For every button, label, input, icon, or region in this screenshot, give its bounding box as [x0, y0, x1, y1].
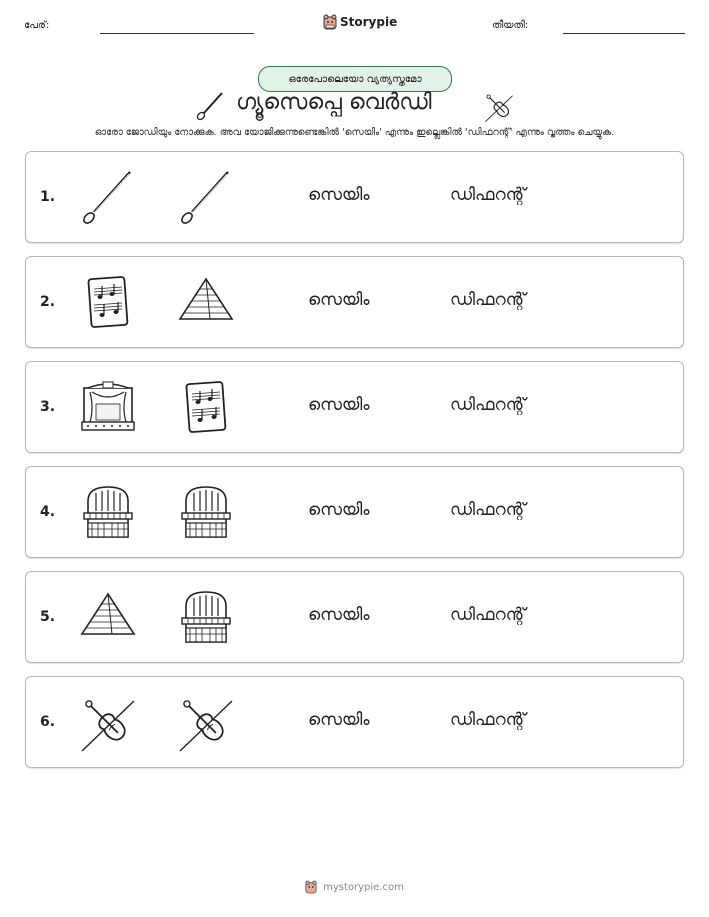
same-option[interactable]: സെയിം: [308, 500, 370, 520]
worksheet-type-badge: ഒരേപോലെയോ വ്യത്യസ്തമോ: [258, 66, 452, 92]
pyramid-icon: [78, 588, 138, 648]
different-option[interactable]: ഡിഫറന്റ്: [450, 710, 526, 730]
storypie-mascot-icon: [323, 14, 337, 30]
pyramid-icon: [176, 273, 236, 333]
pipe-organ-icon: [176, 588, 236, 648]
same-option[interactable]: സെയിം: [308, 290, 370, 310]
question-row-6: [25, 676, 684, 768]
baton-icon: [78, 168, 138, 228]
different-option[interactable]: ഡിഫറന്റ്: [450, 500, 526, 520]
question-number: 6.: [40, 714, 56, 730]
question-number: 5.: [40, 609, 56, 625]
name-blank-line[interactable]: [100, 33, 254, 34]
page-footer: [0, 880, 709, 894]
date-blank-line[interactable]: [563, 33, 685, 34]
same-option[interactable]: സെയിം: [308, 710, 370, 730]
sheet-music-icon: [176, 378, 236, 438]
question-number: 4.: [40, 504, 56, 520]
question-row-3: [25, 361, 684, 453]
instructions-text: ഓരോ ജോഡിയും നോക്കുക. അവ യോജിക്കുന്നുണ്ടെങ്കിൽ 'സെയിം' എന്നും ഇല്ലെങ്കിൽ 'ഡിഫറന്റ്' എന്നും വൃത്തം ചെയ്യുക.: [94, 127, 615, 138]
same-option[interactable]: സെയിം: [308, 395, 370, 415]
violin-icon: [482, 90, 516, 124]
same-option[interactable]: സെയിം: [308, 185, 370, 205]
different-option[interactable]: ഡിഫറന്റ്: [450, 395, 526, 415]
baton-icon: [176, 168, 236, 228]
different-option[interactable]: ഡിഫറന്റ്: [450, 290, 526, 310]
worksheet-header: [0, 14, 709, 38]
baton-icon: [195, 91, 225, 121]
violin-icon: [78, 693, 138, 753]
pipe-organ-icon: [78, 483, 138, 543]
different-option[interactable]: ഡിഫറന്റ്: [450, 185, 526, 205]
storypie-mascot-icon: [305, 880, 317, 894]
date-label: തീയതി:: [492, 20, 529, 31]
different-option[interactable]: ഡിഫറന്റ്: [450, 605, 526, 625]
brand-logo: [323, 14, 397, 30]
question-number: 2.: [40, 294, 56, 310]
question-row-5: [25, 571, 684, 663]
brand-name: Storypie: [340, 15, 398, 29]
pipe-organ-icon: [176, 483, 236, 543]
name-label: പേര്:: [24, 20, 50, 31]
footer-url[interactable]: mystorypie.com: [323, 881, 404, 893]
violin-icon: [176, 693, 236, 753]
question-number: 3.: [40, 399, 56, 415]
question-row-1: [25, 151, 684, 243]
question-row-2: [25, 256, 684, 348]
sheet-music-icon: [78, 273, 138, 333]
opera-stage-icon: [78, 378, 138, 438]
question-number: 1.: [40, 189, 56, 205]
question-row-4: [25, 466, 684, 558]
question-list: [25, 151, 684, 781]
page-title: ഗ്യൂസെപ്പെ വെർഡി: [236, 90, 432, 115]
same-option[interactable]: സെയിം: [308, 605, 370, 625]
title-row: [0, 88, 709, 124]
